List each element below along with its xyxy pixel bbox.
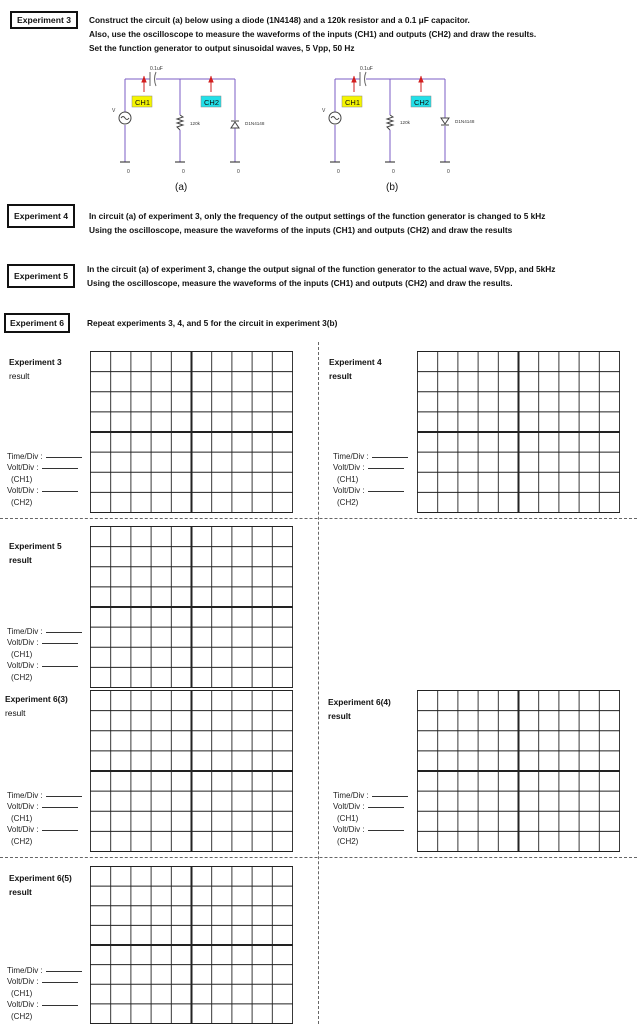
result-exp5-title: Experiment 5 <box>9 541 62 551</box>
ch1-tag: (CH1) <box>337 474 359 484</box>
scope-grid[interactable] <box>417 690 620 852</box>
diode <box>441 118 449 125</box>
result-exp6-4-sub: result <box>328 711 351 721</box>
diode-label: D1N4148 <box>245 121 265 126</box>
ch2-tag: (CH2) <box>11 1011 33 1021</box>
result-exp3-sub: result <box>9 371 30 381</box>
volt-div-ch2-input[interactable] <box>42 666 78 667</box>
capacitor <box>360 72 366 86</box>
ch1-tag: (CH1) <box>11 813 33 823</box>
probe-ch2 <box>209 76 213 92</box>
ch1-label: CH1 <box>135 98 151 107</box>
ch2-tag: (CH2) <box>11 497 33 507</box>
result-exp6-4-axes <box>333 790 408 847</box>
time-div-label: Time/Div : <box>7 791 43 800</box>
ch2-label: CH2 <box>204 98 220 107</box>
volt-div-ch2-input[interactable] <box>42 491 78 492</box>
result-exp5-sub: result <box>9 555 32 565</box>
ac-source <box>329 112 341 124</box>
result-exp6-5-title: Experiment 6(5) <box>9 873 72 883</box>
exp6-label: Experiment 6 <box>4 313 70 333</box>
time-div-input[interactable] <box>46 971 82 972</box>
volt-div-ch2-label: Volt/Div : <box>7 825 39 835</box>
time-div-label: Time/Div : <box>333 791 369 800</box>
circuit-b <box>310 62 480 197</box>
volt-div-ch1-label: Volt/Div : <box>7 977 39 987</box>
result-exp3-axes <box>7 451 82 508</box>
time-div-label: Time/Div : <box>333 452 369 461</box>
exp5-label: Experiment 5 <box>7 264 75 288</box>
time-div-input[interactable] <box>372 457 408 458</box>
result-exp4-axes <box>333 451 408 508</box>
exp4-line-2: Using the oscilloscope, measure the waveforms of the inputs (CH1) and outputs (CH2) and draw the results <box>89 225 513 235</box>
volt-div-ch1-input[interactable] <box>42 468 78 469</box>
src-label: V <box>112 108 116 114</box>
resistor <box>177 115 183 130</box>
gnd-3: 0 <box>447 169 450 175</box>
scope-grid[interactable] <box>90 690 293 852</box>
exp5-line-2: Using the oscilloscope, measure the waveforms of the inputs (CH1) and outputs (CH2) and draw the results. <box>87 278 513 288</box>
time-div-input[interactable] <box>372 796 408 797</box>
src-label: V <box>322 108 326 114</box>
scope-grid[interactable] <box>417 351 620 513</box>
exp4-label: Experiment 4 <box>7 204 75 228</box>
volt-div-ch2-label: Volt/Div : <box>333 825 365 835</box>
result-exp6-5-axes <box>7 965 82 1022</box>
scope-grid[interactable] <box>90 526 293 688</box>
volt-div-ch1-label: Volt/Div : <box>333 802 365 812</box>
gnd-2: 0 <box>392 169 395 175</box>
volt-div-ch2-label: Volt/Div : <box>333 486 365 496</box>
resistor <box>387 115 393 130</box>
result-exp6-5-sub: result <box>9 887 32 897</box>
ch1-tag: (CH1) <box>11 988 33 998</box>
result-exp6-3-title: Experiment 6(3) <box>5 694 68 704</box>
ch2-tag: (CH2) <box>11 836 33 846</box>
ac-source <box>119 112 131 124</box>
ch2-tag: (CH2) <box>11 672 33 682</box>
volt-div-ch2-label: Volt/Div : <box>7 661 39 671</box>
exp5-line-1: In the circuit (a) of experiment 3, change the output signal of the function generator to the actual wave, 5Vpp, and 5kHz <box>87 264 556 274</box>
circuit-b-caption: (b) <box>386 182 399 193</box>
ch1-tag: (CH1) <box>11 474 33 484</box>
grid-svg <box>90 690 293 852</box>
capacitor <box>150 72 156 86</box>
volt-div-ch1-label: Volt/Div : <box>7 463 39 473</box>
volt-div-ch2-input[interactable] <box>42 830 78 831</box>
scope-grid[interactable] <box>90 351 293 513</box>
volt-div-ch1-input[interactable] <box>42 807 78 808</box>
divider-vertical <box>318 342 319 1024</box>
result-exp4-sub: result <box>329 371 352 381</box>
volt-div-ch1-input[interactable] <box>368 807 404 808</box>
volt-div-ch1-input[interactable] <box>368 468 404 469</box>
time-div-label: Time/Div : <box>7 452 43 461</box>
grid-svg <box>90 351 293 513</box>
result-exp6-3-sub: result <box>5 708 26 718</box>
grid-svg <box>90 866 293 1024</box>
time-div-input[interactable] <box>46 457 82 458</box>
exp3-line-1: Construct the circuit (a) below using a diode (1N4148) and a 120k resistor and a 0.1 μF capacitor. <box>89 15 470 25</box>
gnd-1: 0 <box>337 169 340 175</box>
result-exp6-4-title: Experiment 6(4) <box>328 697 391 707</box>
cap-label: 0.1uF <box>150 66 163 72</box>
ch2-tag: (CH2) <box>337 497 359 507</box>
exp6-line: Repeat experiments 3, 4, and 5 for the circuit in experiment 3(b) <box>87 318 338 328</box>
diode-label: D1N4148 <box>455 119 475 124</box>
volt-div-ch2-input[interactable] <box>42 1005 78 1006</box>
probe-ch2 <box>419 76 423 92</box>
gnd-1: 0 <box>127 169 130 175</box>
res-label: 120k <box>190 121 200 126</box>
res-label: 120k <box>400 120 410 125</box>
volt-div-ch1-input[interactable] <box>42 643 78 644</box>
grid-svg <box>417 351 620 513</box>
exp3-line-2: Also, use the oscilloscope to measure the waveforms of the inputs (CH1) and outputs (CH2) and draw the results. <box>89 29 537 39</box>
result-exp6-3-axes <box>7 790 82 847</box>
scope-grid[interactable] <box>90 866 293 1024</box>
time-div-label: Time/Div : <box>7 966 43 975</box>
gnd-3: 0 <box>237 169 240 175</box>
probe-ch1 <box>352 76 356 92</box>
probe-ch1 <box>142 76 146 92</box>
volt-div-ch2-label: Volt/Div : <box>7 1000 39 1010</box>
grid-svg <box>417 690 620 852</box>
volt-div-ch1-label: Volt/Div : <box>7 802 39 812</box>
result-exp4-title: Experiment 4 <box>329 357 382 367</box>
cap-label: 0.1uF <box>360 66 373 72</box>
volt-div-ch2-input[interactable] <box>368 830 404 831</box>
exp4-line-1: In circuit (a) of experiment 3, only the frequency of the output settings of the function generator is changed to 5 kHz <box>89 211 546 221</box>
result-exp3-title: Experiment 3 <box>9 357 62 367</box>
volt-div-ch1-label: Volt/Div : <box>7 638 39 648</box>
diode <box>231 121 239 128</box>
volt-div-ch2-label: Volt/Div : <box>7 486 39 496</box>
gnd-2: 0 <box>182 169 185 175</box>
exp3-label: Experiment 3 <box>10 11 78 29</box>
time-div-input[interactable] <box>46 796 82 797</box>
ch1-tag: (CH1) <box>11 649 33 659</box>
volt-div-ch1-input[interactable] <box>42 982 78 983</box>
circuit-a <box>100 62 270 197</box>
exp3-line-3: Set the function generator to output sinusoidal waves, 5 Vpp, 50 Hz <box>89 43 355 53</box>
volt-div-ch1-label: Volt/Div : <box>333 463 365 473</box>
volt-div-ch2-input[interactable] <box>368 491 404 492</box>
ch2-label: CH2 <box>414 98 430 107</box>
time-div-input[interactable] <box>46 632 82 633</box>
ch1-label: CH1 <box>345 98 361 107</box>
time-div-label: Time/Div : <box>7 627 43 636</box>
ch2-tag: (CH2) <box>337 836 359 846</box>
ch1-tag: (CH1) <box>337 813 359 823</box>
circuit-a-caption: (a) <box>175 182 188 193</box>
result-exp5-axes <box>7 626 82 683</box>
grid-svg <box>90 526 293 688</box>
